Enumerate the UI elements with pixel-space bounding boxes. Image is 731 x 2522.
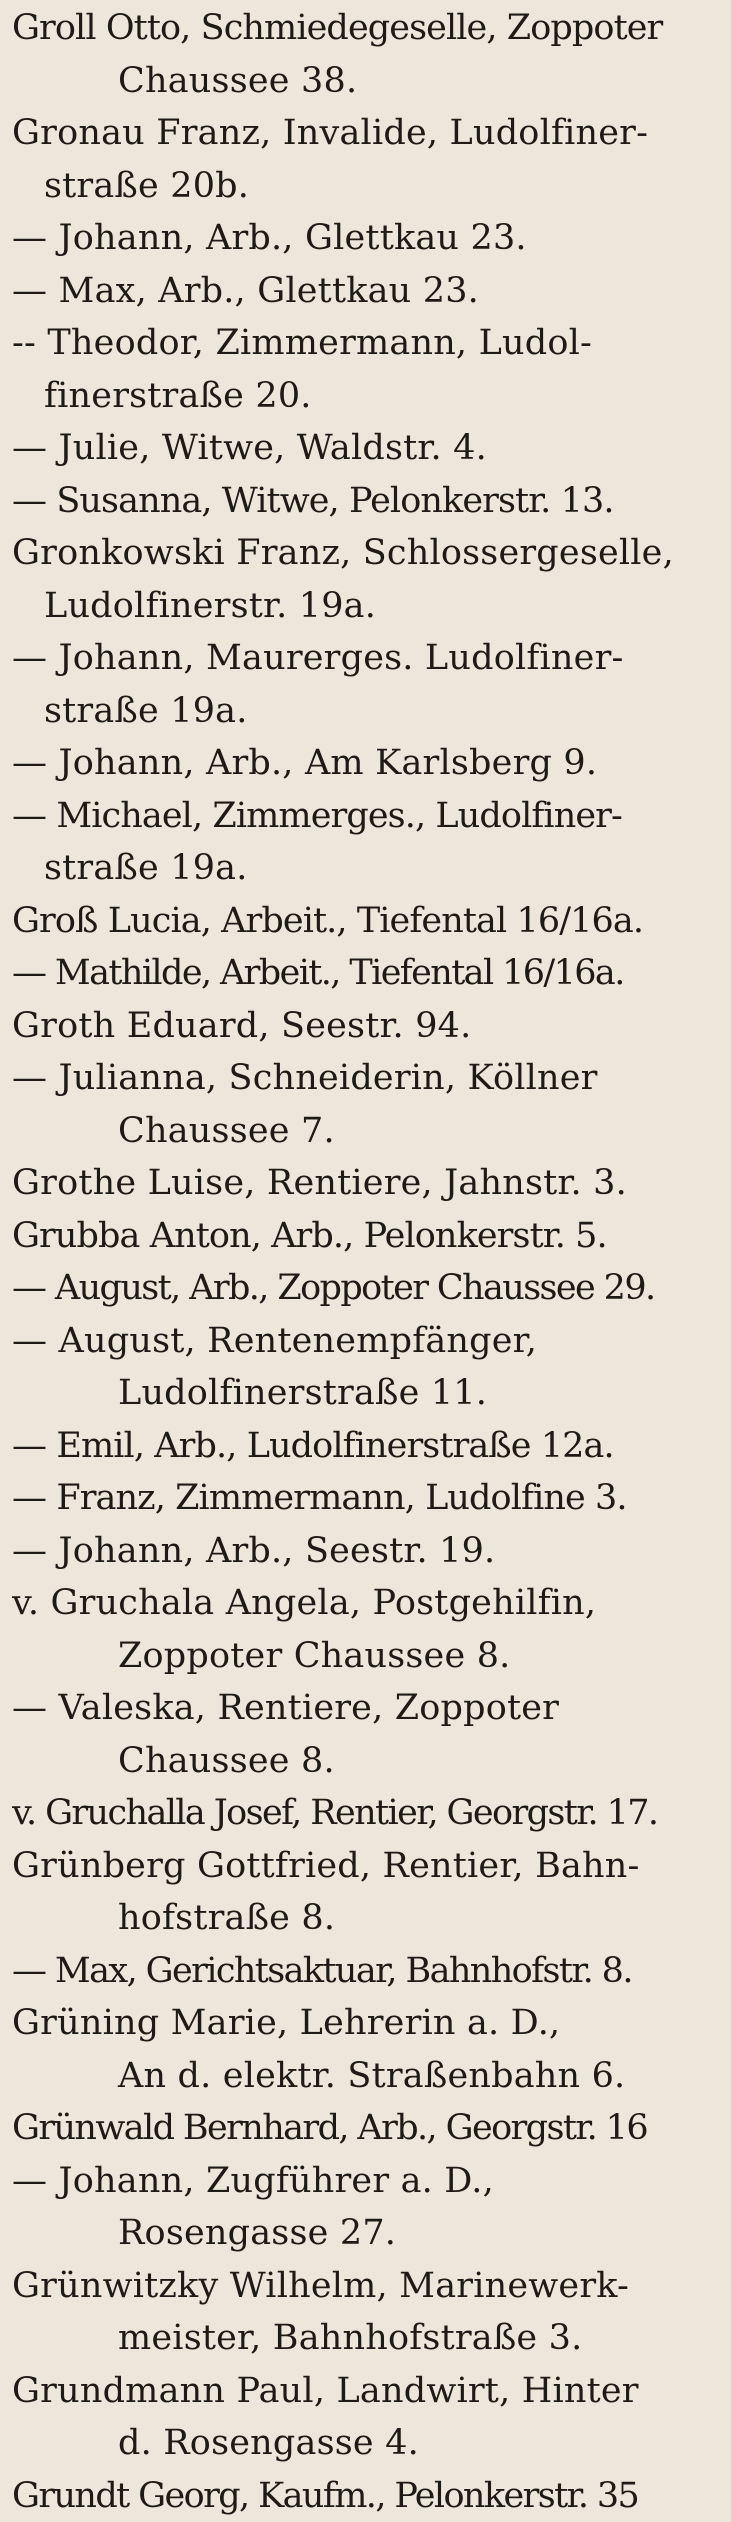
entry	[12, 947, 721, 1000]
entry-line: — Max, Arb., Glettkau 23.	[12, 265, 721, 318]
entry-line: — Julianna, Schneiderin, Köllner	[12, 1052, 721, 1105]
entry-continuation: straße 19a.	[12, 842, 721, 895]
entry	[12, 2365, 721, 2470]
entry	[12, 1472, 721, 1525]
entry	[12, 2, 721, 107]
entry-continuation: An d. elektr. Straßenbahn 6.	[12, 2050, 721, 2103]
entry	[12, 475, 721, 528]
entry-continuation: Ludolfinerstr. 19a.	[12, 580, 721, 633]
entry-line: Grüning Marie, Lehrerin a. D.,	[12, 1997, 721, 2050]
entry-line: Grünwald Bernhard, Arb., Georgstr. 16	[12, 2102, 721, 2155]
entry-line: Grünwitzky Wilhelm, Marinewerk-	[12, 2260, 721, 2313]
entry-line: — Julie, Witwe, Waldstr. 4.	[12, 422, 721, 475]
entry-line: Grünberg Gottfried, Rentier, Bahn-	[12, 1840, 721, 1893]
entry-line: — Johann, Arb., Seestr. 19.	[12, 1525, 721, 1578]
entry-line: Gronkowski Franz, Schlossergeselle,	[12, 527, 721, 580]
entry	[12, 1840, 721, 1945]
entry-continuation: straße 20b.	[12, 160, 721, 213]
entry-line: — August, Rentenempfänger,	[12, 1315, 721, 1368]
entry	[12, 1262, 721, 1315]
entry-continuation: straße 19a.	[12, 685, 721, 738]
entry-line: — Franz, Zimmermann, Ludolfine 3.	[12, 1472, 721, 1525]
entry	[12, 1997, 721, 2102]
entry-line: — Johann, Arb., Am Karlsberg 9.	[12, 737, 721, 790]
entry-continuation: Chaussee 7.	[12, 1105, 721, 1158]
entry	[12, 737, 721, 790]
entry-continuation: Chaussee 38.	[12, 55, 721, 108]
entry	[12, 317, 721, 422]
entry	[12, 1210, 721, 1263]
entry-continuation: finerstraße 20.	[12, 370, 721, 423]
entry-continuation: Chaussee 8.	[12, 1735, 721, 1788]
entry-line: — Susanna, Witwe, Pelonkerstr. 13.	[12, 475, 721, 528]
entry-line: Grothe Luise, Rentiere, Jahnstr. 3.	[12, 1157, 721, 1210]
entry	[12, 632, 721, 737]
entry-continuation: d. Rosengasse 4.	[12, 2417, 721, 2470]
entry-continuation: Rosengasse 27.	[12, 2207, 721, 2260]
entry-line: v. Gruchalla Josef, Rentier, Georgstr. 17.	[12, 1787, 721, 1840]
entry-line: — August, Arb., Zoppoter Chaussee 29.	[12, 1262, 721, 1315]
entry	[12, 2102, 721, 2155]
entry	[12, 1157, 721, 1210]
entry	[12, 2470, 721, 2522]
entry	[12, 422, 721, 475]
entry	[12, 2260, 721, 2365]
entry	[12, 212, 721, 265]
entry-line: — Johann, Maurerges. Ludolfiner-	[12, 632, 721, 685]
entry	[12, 1787, 721, 1840]
entry-continuation: Zoppoter Chaussee 8.	[12, 1630, 721, 1683]
entry-list	[12, 2, 721, 2522]
entry-line: — Johann, Arb., Glettkau 23.	[12, 212, 721, 265]
entry	[12, 107, 721, 212]
entry-continuation: hofstraße 8.	[12, 1892, 721, 1945]
entry-line: Grubba Anton, Arb., Pelonkerstr. 5.	[12, 1210, 721, 1263]
entry	[12, 1315, 721, 1420]
entry	[12, 1525, 721, 1578]
entry	[12, 265, 721, 318]
entry-line: Groll Otto, Schmiedegeselle, Zoppoter	[12, 2, 721, 55]
entry-line: — Emil, Arb., Ludolfinerstraße 12a.	[12, 1420, 721, 1473]
entry-line: Groth Eduard, Seestr. 94.	[12, 1000, 721, 1053]
entry-line: Grundt Georg, Kaufm., Pelonkerstr. 35	[12, 2470, 721, 2522]
entry-line: Grundmann Paul, Landwirt, Hinter	[12, 2365, 721, 2418]
entry	[12, 1682, 721, 1787]
entry	[12, 527, 721, 632]
entry	[12, 1577, 721, 1682]
entry-line: — Michael, Zimmerges., Ludolfiner-	[12, 790, 721, 843]
entry	[12, 790, 721, 895]
entry-line: -- Theodor, Zimmermann, Ludol-	[12, 317, 721, 370]
entry-line: — Max, Gerichtsaktuar, Bahnhofstr. 8.	[12, 1945, 721, 1998]
entry	[12, 1945, 721, 1998]
entry	[12, 1000, 721, 1053]
entry	[12, 1420, 721, 1473]
entry-continuation: meister, Bahnhofstraße 3.	[12, 2312, 721, 2365]
entry	[12, 895, 721, 948]
entry-line: — Valeska, Rentiere, Zoppoter	[12, 1682, 721, 1735]
entry-line: Groß Lucia, Arbeit., Tiefental 16/16a.	[12, 895, 721, 948]
entry-line: — Johann, Zugführer a. D.,	[12, 2155, 721, 2208]
entry-line: Gronau Franz, Invalide, Ludolfiner-	[12, 107, 721, 160]
entry-line: — Mathilde, Arbeit., Tiefental 16/16a.	[12, 947, 721, 1000]
entry	[12, 1052, 721, 1157]
entry	[12, 2155, 721, 2260]
entry-continuation: Ludolfinerstraße 11.	[12, 1367, 721, 1420]
entry-line: v. Gruchala Angela, Postgehilfin,	[12, 1577, 721, 1630]
